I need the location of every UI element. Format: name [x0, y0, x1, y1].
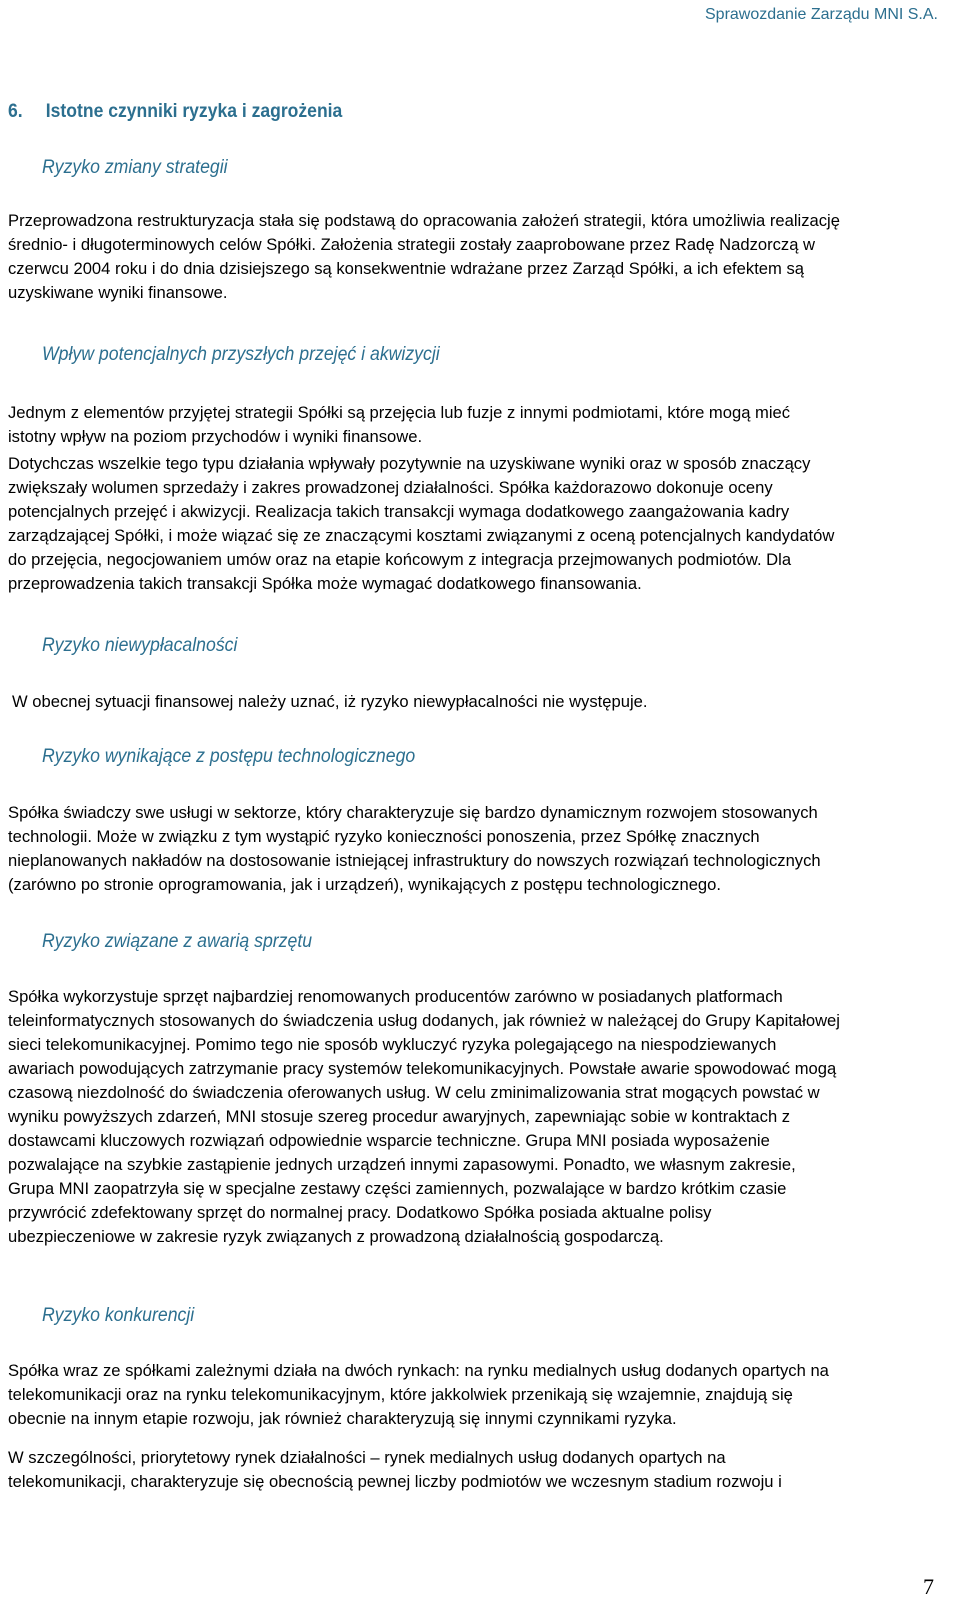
- paragraph-acquisitions-2: [8, 452, 930, 596]
- paragraph-insolvency: [12, 690, 934, 714]
- paragraph-hardware: [8, 985, 930, 1249]
- text-line: potencjalnych przejęć i akwizycji. Realizacja takich transakcji wymaga dodatkowego zaangażowania kadry: [8, 502, 790, 521]
- text-line: uzyskiwane wyniki finansowe.: [8, 283, 228, 302]
- paragraph-acquisitions-1: [8, 401, 930, 449]
- text-line: ubezpieczeniowe w zakresie ryzyk związanych z prowadzoną działalnością gospodarczą.: [8, 1227, 664, 1246]
- text-line: awariach powodujących zatrzymanie pracy systemów telekomunikacyjnych. Powstałe awarie spowodować mogą: [8, 1059, 837, 1078]
- paragraph-strategy: [8, 209, 930, 305]
- subsection-heading-strategy: Ryzyko zmiany strategii: [42, 157, 228, 178]
- text-line: telekomunikacji, charakteryzuje się obecnością pewnej liczby podmiotów we wczesnym stadium rozwoju i: [8, 1472, 782, 1491]
- paragraph-competition-2: [8, 1446, 930, 1494]
- text-line: zwiększały wolumen sprzedaży i zakres prowadzonej działalności. Spółka każdorazowo dokonuje oceny: [8, 478, 773, 497]
- text-line: telekomunikacji oraz na rynku telekomunikacyjnym, które jakkolwiek przenikają się wzajemnie, znajdują się: [8, 1385, 793, 1404]
- text-line: (zarówno po stronie oprogramowania, jak i urządzeń), wynikających z postępu technologicznego.: [8, 875, 721, 894]
- text-line: czerwcu 2004 roku i do dnia dzisiejszego są konsekwentnie wdrażane przez Zarząd Spółki, a ich efektem są: [8, 259, 804, 278]
- text-line: Dotychczas wszelkie tego typu działania wpływały pozytywnie na uzyskiwane wyniki oraz w sposób znaczący: [8, 454, 811, 473]
- subsection-heading-acquisitions: Wpływ potencjalnych przyszłych przejęć i akwizycji: [42, 344, 440, 365]
- text-line: sieci telekomunikacyjnej. Pomimo tego nie sposób wykluczyć ryzyka polegającego na niespodziewanych: [8, 1035, 777, 1054]
- running-header: Sprawozdanie Zarządu MNI S.A.: [705, 6, 938, 23]
- text-line: do przejęcia, negocjowaniem umów oraz na etapie końcowym z integracja przejmowanych podmiotów. Dla: [8, 550, 792, 569]
- text-line: W szczególności, priorytetowy rynek działalności – rynek medialnych usług dodanych opartych na: [8, 1448, 726, 1467]
- text-line: Jednym z elementów przyjętej strategii Spółki są przejęcia lub fuzje z innymi podmiotami, które mogą mieć: [8, 403, 791, 422]
- text-line: Spółka wraz ze spółkami zależnymi działa na dwóch rynkach: na rynku medialnych usług dodanych opartych na: [8, 1361, 829, 1380]
- text-line: średnio- i długoterminowych celów Spółki. Założenia strategii zostały zaaprobowane przez Radę Nadzorczą w: [8, 235, 816, 254]
- text-line: pozwalające na szybkie zastąpienie jednych urządzeń innymi zapasowymi. Ponadto, we własnym zakresie,: [8, 1155, 796, 1174]
- text-line: Grupa MNI zaopatrzyła się w specjalne zestawy części zamiennych, pozwalające w bardzo krótkim czasie: [8, 1179, 787, 1198]
- text-line: dostawcami kluczowych rozwiązań odpowiednie wsparcie techniczne. Grupa MNI posiada wyposażenie: [8, 1131, 770, 1150]
- text-line: wyniku powyższych zdarzeń, MNI stosuje szereg procedur awaryjnych, zapewniając sobie w kontraktach z: [8, 1107, 791, 1126]
- subsection-heading-hardware: Ryzyko związane z awarią sprzętu: [42, 931, 313, 952]
- paragraph-competition-1: [8, 1359, 930, 1431]
- section-heading: [8, 100, 342, 123]
- text-line: teleinformatycznych stosowanych do świadczenia usług dodanych, jak również w należącej do Grupy Kapitałowej: [8, 1011, 840, 1030]
- text-line: technologii. Może w związku z tym wystąpić ryzyko konieczności ponoszenia, przez Spółkę znacznych: [8, 827, 760, 846]
- paragraph-technology: [8, 801, 930, 897]
- subsection-heading-insolvency: Ryzyko niewypłacalności: [42, 635, 238, 656]
- page-number: 7: [923, 1574, 934, 1599]
- text-line: przywrócić zdefektowany sprzęt do normalnej pracy. Dodatkowo Spółka posiada aktualne polisy: [8, 1203, 712, 1222]
- text-line: istotny wpływ na poziom przychodów i wyniki finansowe.: [8, 427, 423, 446]
- text-line: przeprowadzenia takich transakcji Spółka może wymagać dodatkowego finansowania.: [8, 574, 642, 593]
- text-line: W obecnej sytuacji finansowej należy uznać, iż ryzyko niewypłacalności nie występuje.: [12, 692, 648, 711]
- text-line: Spółka wykorzystuje sprzęt najbardziej renomowanych producentów zarówno w posiadanych platformach: [8, 987, 783, 1006]
- text-line: czasową niezdolność do świadczenia oferowanych usług. W celu zminimalizowania strat mogących powstać w: [8, 1083, 820, 1102]
- text-line: Spółka świadczy swe usługi w sektorze, który charakteryzuje się bardzo dynamicznym rozwojem stosowanych: [8, 803, 818, 822]
- text-line: nieplanowanych nakładów na dostosowanie istniejącej infrastruktury do nowszych rozwiązań technologicznych: [8, 851, 821, 870]
- section-title: Istotne czynniki ryzyka i zagrożenia: [45, 100, 343, 122]
- subsection-heading-competition: Ryzyko konkurencji: [42, 1305, 195, 1326]
- text-line: zarządzającej Spółki, i może wiązać się ze znaczącymi kosztami związanymi z oceną potencjalnych kandydatów: [8, 526, 835, 545]
- subsection-heading-technology: Ryzyko wynikające z postępu technologicznego: [42, 746, 416, 767]
- text-line: Przeprowadzona restrukturyzacja stała się podstawą do opracowania założeń strategii, która umożliwia realizację: [8, 211, 840, 230]
- text-line: obecnie na innym etapie rozwoju, jak również charakteryzują się innymi czynnikami ryzyka.: [8, 1409, 677, 1428]
- section-number: 6.: [8, 100, 23, 122]
